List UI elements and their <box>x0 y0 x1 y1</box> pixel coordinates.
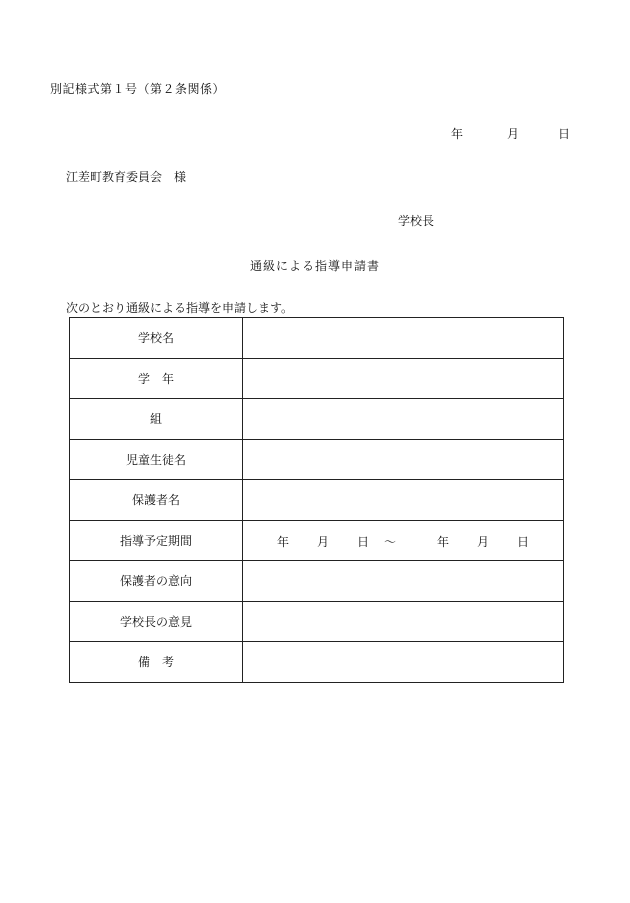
row-label-planned-period: 指導予定期間 <box>70 520 243 561</box>
period-end-day: 日 <box>517 535 530 550</box>
remarks-field[interactable] <box>243 642 564 683</box>
table-row <box>70 358 564 399</box>
row-label-principal-opinion: 学校長の意見 <box>70 601 243 642</box>
table-row <box>70 561 564 602</box>
application-table <box>69 317 564 683</box>
table-row <box>70 439 564 480</box>
row-label-guardian-name: 保護者名 <box>70 480 243 521</box>
period-line <box>243 533 563 550</box>
addressee: 江差町教育委員会 様 <box>66 170 187 184</box>
planned-period-field[interactable] <box>243 520 564 561</box>
table-row <box>70 318 564 359</box>
grade-field[interactable] <box>243 358 564 399</box>
document-title: 通級による指導申請書 <box>250 259 381 273</box>
table-row <box>70 399 564 440</box>
table-row <box>70 520 564 561</box>
period-start-month: 月 <box>317 535 330 550</box>
school-name-field[interactable] <box>243 318 564 359</box>
date-year-label: 年 <box>451 127 464 141</box>
student-name-field[interactable] <box>243 439 564 480</box>
guardian-name-field[interactable] <box>243 480 564 521</box>
period-start-year: 年 <box>277 535 290 550</box>
intro-text: 次のとおり通級による指導を申請します。 <box>66 301 294 315</box>
period-end-month: 月 <box>477 535 490 550</box>
date-line <box>451 127 571 141</box>
form-number: 別記様式第１号（第２条関係） <box>50 82 226 96</box>
table-row <box>70 601 564 642</box>
row-label-school-name: 学校名 <box>70 318 243 359</box>
principal-opinion-field[interactable] <box>243 601 564 642</box>
date-month-label: 月 <box>507 127 520 141</box>
row-label-grade: 学 年 <box>70 358 243 399</box>
principal-label: 学校長 <box>398 214 435 228</box>
period-separator: ～ <box>384 535 397 550</box>
row-label-student-name: 児童生徒名 <box>70 439 243 480</box>
date-day-label: 日 <box>558 127 571 141</box>
period-end-year: 年 <box>437 535 450 550</box>
row-label-class: 組 <box>70 399 243 440</box>
row-label-remarks: 備 考 <box>70 642 243 683</box>
class-field[interactable] <box>243 399 564 440</box>
row-label-guardian-intent: 保護者の意向 <box>70 561 243 602</box>
table-row <box>70 480 564 521</box>
period-start-day: 日 <box>357 535 370 550</box>
table-row <box>70 642 564 683</box>
guardian-intent-field[interactable] <box>243 561 564 602</box>
